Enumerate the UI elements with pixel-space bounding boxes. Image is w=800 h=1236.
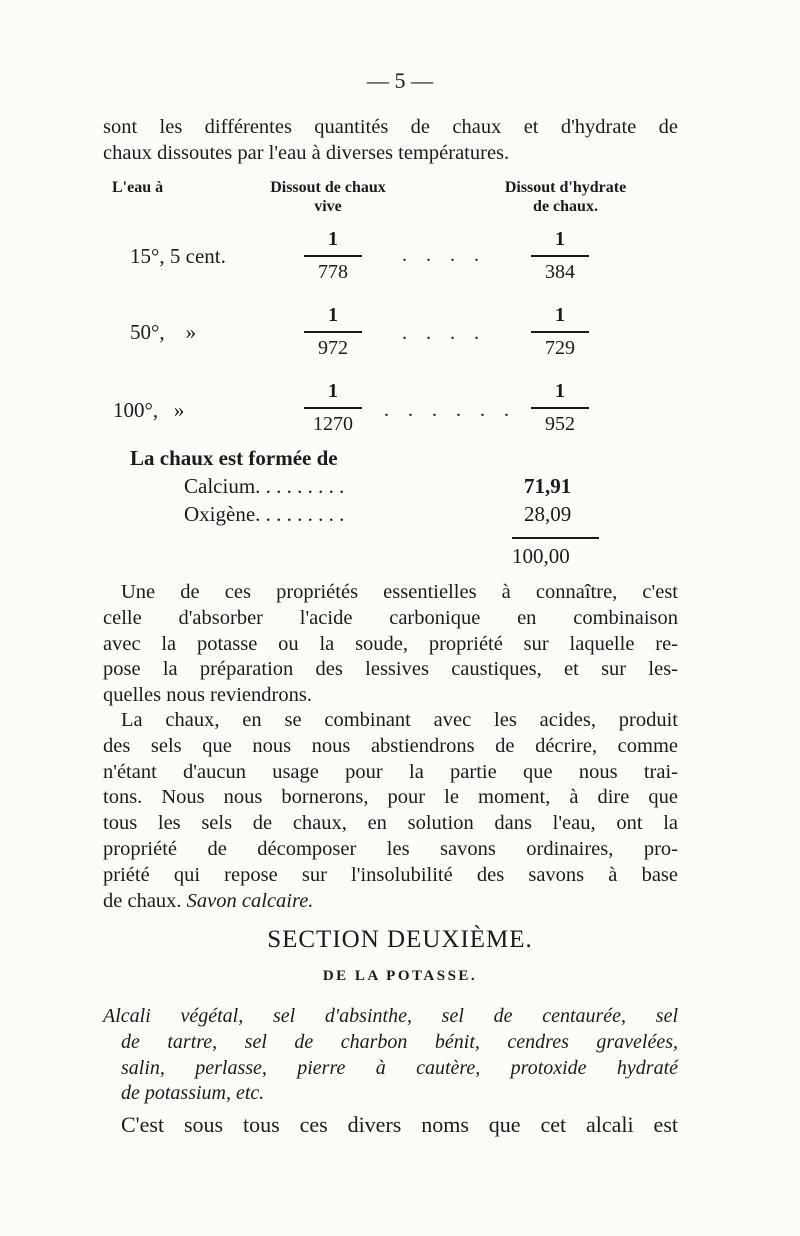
denominator: 1270 [313,413,353,435]
lime-fraction [298,228,368,283]
hydrate-fraction [525,228,595,283]
text-line: quelles nous reviendrons. [103,684,312,707]
text-line: tons. Nous nous bornerons, pour le moment, à dire que [103,786,678,809]
header-line: de chaux. [533,198,598,215]
text-line: salin, perlasse, pierre à cautère, protoxide hydraté [121,1056,678,1079]
text-line [103,889,678,915]
denominator: 972 [318,337,348,359]
fraction-bar [531,255,589,257]
fraction-bar [304,331,362,333]
text-line: avec la potasse ou la soude, propriété sur laquelle re- [103,632,678,655]
text-line: Alcali végétal, sel d'absinthe, sel de centaurée, sel [103,1005,678,1027]
text-line: Une de ces propriétés essentielles à connaître, c'est [121,581,678,603]
fraction-bar [304,407,362,409]
denominator: 778 [318,261,348,283]
text-line: celle d'absorber l'acide carbonique en combinaison [103,606,678,629]
numerator: 1 [328,228,338,250]
lime-fraction [298,380,368,435]
hydrate-fraction [525,380,595,435]
text-segment: de chaux. [103,889,182,912]
final-paragraph [103,1112,678,1138]
composition-label: Oxigène. . . . . . . . . [184,502,345,526]
text-line: de potassium, etc. [121,1082,265,1105]
numerator: 1 [555,304,565,326]
row-temperature: 15°, 5 cent. [130,244,226,268]
numerator: 1 [328,380,338,402]
text-line: tous les sels de chaux, en solution dans l'eau, ont la [103,812,678,835]
numerator: 1 [328,304,338,326]
text-line: des sels que nous nous abstiendrons de décrire, comme [103,734,678,757]
text-line: La chaux, en se combinant avec les acides, produit [121,709,678,731]
col-header-temperature: L'eau à [112,179,164,196]
fraction-bar [531,331,589,333]
text-line: n'étant d'aucun usage pour la partie que nous trai- [103,760,678,783]
section-title: SECTION DEUXIÈME. [267,926,533,953]
page-number: — 5 — [367,68,433,93]
header-line: Dissout de chaux [270,179,386,196]
text-line: propriété de décomposer les savons ordinaires, pro- [103,837,678,860]
row-temperature: 100°, » [113,398,185,422]
text-line: pose la préparation des lessives caustiques, et sur les- [103,658,678,681]
fraction-bar [304,255,362,257]
leader-dots: . . . . [402,322,486,344]
col-header-hydrate [473,178,658,216]
text-line: de tartre, sel de charbon bénit, cendres gravelées, [121,1030,678,1053]
text-line: priété qui repose sur l'insolubilité des savons à base [103,863,678,886]
hydrate-fraction [525,304,595,359]
denominator: 384 [545,261,575,283]
composition-value: 28,09 [524,502,572,526]
paragraph-2 [103,708,678,914]
italic-term: Savon calcaire. [186,889,314,912]
section-subtitle: DE LA POTASSE. [322,968,478,984]
text-line: chaux dissoutes par l'eau à diverses températures. [103,141,510,164]
denominator: 952 [545,413,575,435]
fraction-bar [531,407,589,409]
sum-rule [512,537,599,539]
composition-label: Calcium. . . . . . . . . [184,474,345,498]
lime-fraction [298,304,368,359]
paragraph-1 [103,580,678,709]
composition-total: 100,00 [512,544,570,568]
composition-value: 71,91 [524,474,572,498]
denominator: 729 [545,337,575,359]
intro-text [103,115,678,167]
leader-dots: . . . . . . [384,399,516,421]
numerator: 1 [555,228,565,250]
leader-dots: . . . . [402,244,486,266]
header-line: Dissout d'hydrate [504,179,627,196]
text-line: C'est sous tous ces divers noms que cet alcali est [121,1112,678,1137]
col-header-quicklime [243,178,413,216]
synonyms-paragraph [103,1004,678,1107]
header-line: vive [314,198,342,215]
row-temperature: 50°, » [130,320,197,344]
text-line: sont les différentes quantités de chaux et d'hydrate de [103,116,678,138]
composition-title: La chaux est formée de [130,446,338,470]
numerator: 1 [555,380,565,402]
